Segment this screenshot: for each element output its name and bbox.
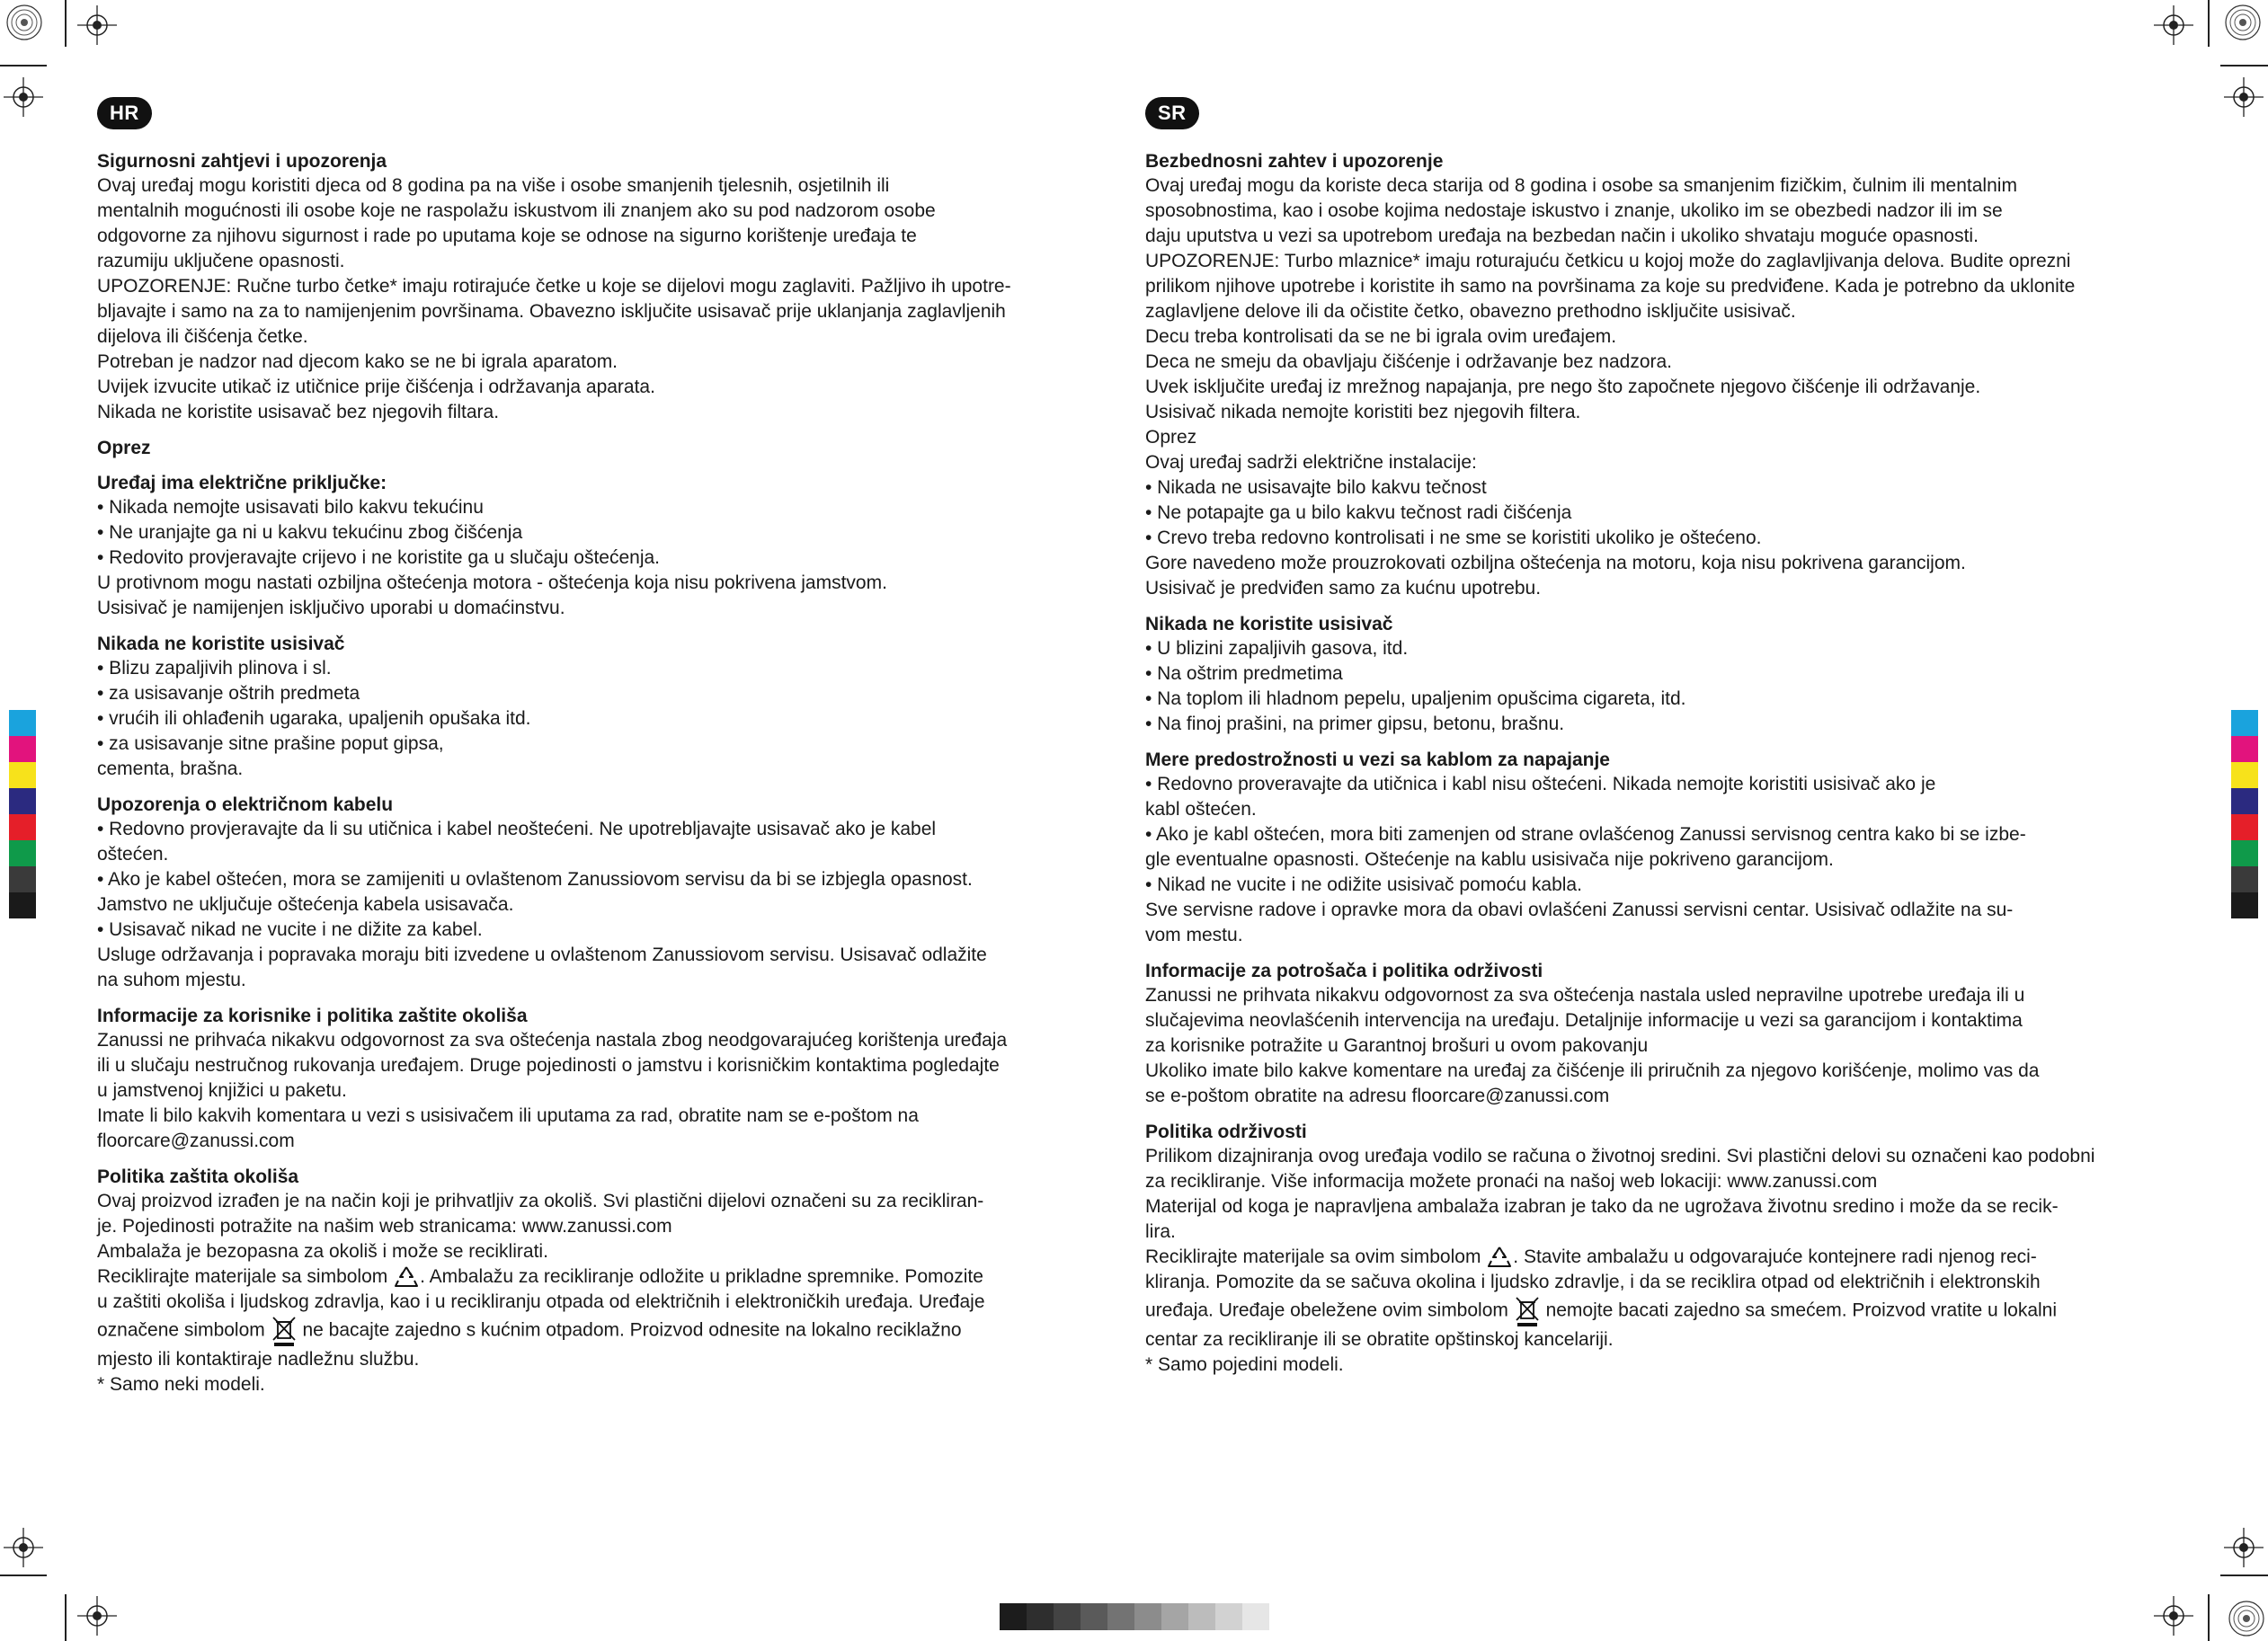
text-line: • Nikada ne usisavajte bilo kakvu tečnost <box>1145 477 1487 498</box>
trim-line <box>65 0 67 47</box>
section-title: Politika održivosti <box>1145 1122 1307 1142</box>
text-line: • Ako je kabel oštećen, mora se zamijeniti u ovlaštenom Zanussiovom servisu da bi se izbjegla opasnost. <box>97 869 973 890</box>
trim-line <box>0 65 47 67</box>
color-swatch <box>2231 814 2258 840</box>
text-line: u jamstvenoj knjižici u paketu. <box>97 1080 347 1101</box>
color-swatch <box>9 814 36 840</box>
text-line: • Redovito provjeravajte crijevo i ne koristite ga u slučaju oštećenja. <box>97 547 661 568</box>
color-swatch <box>2231 866 2258 892</box>
recycle-text-after: . Ambalažu za recikliranje odložite u prikladne spremnike. Pomozite <box>420 1266 983 1287</box>
language-badge-sr: SR <box>1145 97 1199 129</box>
section-title: Informacije za potrošača i politika održivosti <box>1145 961 1543 981</box>
text-line: • Ne uranjajte ga ni u kakvu tekućinu zbog čišćenja <box>97 522 523 543</box>
color-swatch <box>2231 710 2258 736</box>
text-line: zaglavljene delove ili da očistite četko, obavezno prethodno isključite usisivač. <box>1145 301 1796 322</box>
gray-step <box>1107 1603 1134 1630</box>
color-swatch <box>9 892 36 918</box>
color-swatch <box>9 788 36 814</box>
text-line: floorcare@zanussi.com <box>97 1131 295 1151</box>
color-swatch <box>2231 762 2258 788</box>
recycle-icon <box>393 1264 420 1290</box>
color-bar-right <box>2231 710 2258 918</box>
text-line: • vrućih ili ohlađenih ugaraka, upaljenih opušaka itd. <box>97 708 531 729</box>
sr-env-tail <box>1145 1327 2177 1378</box>
section <box>97 793 1118 993</box>
text-line: • za usisavanje oštrih predmeta <box>97 683 360 704</box>
text-line: gle eventualne opasnosti. Oštećenje na kablu usisivača nije pokriveno garancijom. <box>1145 849 1834 870</box>
section-title: Upozorenja o električnom kabelu <box>97 794 394 815</box>
hr-sections <box>97 149 1118 1154</box>
text-line: slučajevima neovlašćenih intervencija na uređaju. Detaljnije informacije u vezi sa garancijom i kontaktima <box>1145 1010 2023 1031</box>
text-line: Ovaj uređaj mogu da koriste deca starija od 8 godina i osobe sa smanjenim fizičkim, čulnim ili mentalnim <box>1145 175 2017 196</box>
weee-text: uređaja. Uređaje obeležene ovim simbolom <box>1145 1300 1508 1321</box>
crosshair-mark-icon <box>77 1596 117 1636</box>
text-line: • Crevo treba redovno kontrolisati i ne sme se koristiti ukoliko je oštećeno. <box>1145 528 1762 548</box>
color-swatch <box>9 866 36 892</box>
text-line: Ovaj uređaj mogu koristiti djeca od 8 godina pa na više i osobe smanjenih tjelesnih, osjetilnih ili <box>97 175 890 196</box>
section <box>1145 149 2177 601</box>
gray-step <box>1188 1603 1215 1630</box>
text-line: vom mestu. <box>1145 925 1243 945</box>
text-line: Ovaj proizvod izrađen je na način koji je prihvatljiv za okoliš. Svi plastični dijelovi označeni su za recikliran- <box>97 1191 984 1211</box>
section <box>97 471 1118 621</box>
recycle-text: Reciklirajte materijale sa simbolom <box>97 1266 388 1287</box>
text-line: mjesto ili kontaktiraje nadležnu službu. <box>97 1349 420 1370</box>
gray-step <box>1161 1603 1188 1630</box>
text-line: Jamstvo ne uključuje oštećenja kabela usisavača. <box>97 894 514 915</box>
text-line: centar za recikliranje ili se obratite opštinskoj kancelariji. <box>1145 1329 1614 1351</box>
section <box>97 436 1118 460</box>
text-line: Uvijek izvucite utikač iz utičnice prije čišćenja i održavanja aparata. <box>97 377 655 397</box>
weee-text-after: nemojte bacati zajedno sa smećem. Proizvod vratite u lokalni <box>1545 1300 2058 1321</box>
column-hr <box>97 97 1118 1397</box>
color-swatch <box>2231 788 2258 814</box>
protect-line: u zaštiti okoliša i ljudskog zdravlja, kao i u recikliranju otpada od električnih i elektroničkih uređaja. Uređaje <box>97 1291 985 1313</box>
text-line: daju uputstva u vezi sa upotrebom uređaja na bezbedan način i ukoliko shvataju moguće opasnosti. <box>1145 226 1979 246</box>
section <box>97 149 1118 425</box>
trim-line <box>65 1594 67 1641</box>
recycle-icon <box>1486 1245 1513 1270</box>
gray-scale-strip <box>1000 1603 1269 1630</box>
section <box>97 632 1118 782</box>
trim-line <box>2208 1594 2210 1641</box>
gray-step <box>1081 1603 1107 1630</box>
text-line: dijelova ili čišćenja četke. <box>97 326 308 347</box>
registration-target-icon <box>2228 1600 2265 1637</box>
text-line: • Na oštrim predmetima <box>1145 663 1343 684</box>
crosshair-mark-icon <box>2154 1596 2193 1636</box>
recycle-line <box>97 1264 1118 1290</box>
text-line: Uvek isključite uređaj iz mrežnog napajanja, pre nego što započnete njegovo čišćenje ili održavanje. <box>1145 377 1981 397</box>
crosshair-mark-icon <box>2224 77 2264 117</box>
color-bar-left <box>9 710 36 918</box>
text-line: • Nikad ne vucite i ne odižite usisivač pomoću kabla. <box>1145 874 1582 895</box>
text-line: Oprez <box>1145 427 1197 448</box>
registration-target-icon <box>2224 4 2262 41</box>
text-line: * Samo pojedini modeli. <box>1145 1354 1344 1376</box>
crossed-bin-icon <box>1514 1295 1541 1327</box>
section-title: Mere predostrožnosti u vezi sa kablom za napajanje <box>1145 750 1610 770</box>
section-title: Politika zaštita okoliša <box>97 1166 299 1187</box>
text-line: Nikada ne koristite usisavač bez njegovih filtara. <box>97 402 500 422</box>
text-line: Prilikom dizajniranja ovog uređaja vodilo se računa o životnoj sredini. Svi plastični delovi su označeni kao podobni <box>1145 1146 2095 1166</box>
sr-sections <box>1145 149 2177 1109</box>
trim-line <box>0 1574 47 1576</box>
recycle-text-after: . Stavite ambalažu u odgovarajuće kontejnere radi njenog reci- <box>1513 1246 2037 1267</box>
gray-step <box>1215 1603 1242 1630</box>
text-line: • Redovno proveravajte da utičnica i kabl nisu oštećeni. Nikada nemojte koristiti usisivač ako je <box>1145 774 1936 794</box>
weee-text-after: ne bacajte zajedno s kućnim otpadom. Proizvod odnesite na lokalno reciklažno <box>302 1320 962 1341</box>
section-title: Sigurnosni zahtjevi i upozorenja <box>97 151 387 172</box>
text-line: se e-poštom obratite na adresu floorcare@zanussi.com <box>1145 1086 1610 1106</box>
text-line: • Nikada nemojte usisavati bilo kakvu tekućinu <box>97 497 484 518</box>
text-line: sposobnostima, kao i osobe kojima nedostaje iskustvo i znanje, ukoliko im se obezbedi nadzor ili im se <box>1145 200 2003 221</box>
text-line: Sve servisne radove i opravke mora da obavi ovlašćeni Zanussi servisni centar. Usisivač odlažite na su- <box>1145 900 2014 920</box>
color-swatch <box>2231 892 2258 918</box>
color-swatch <box>2231 840 2258 866</box>
gray-step <box>1054 1603 1081 1630</box>
color-swatch <box>9 736 36 762</box>
hr-env-lines <box>97 1189 1118 1264</box>
section <box>97 1004 1118 1154</box>
section-title: Oprez <box>97 438 151 458</box>
gray-step <box>1000 1603 1027 1630</box>
weee-text: označene simbolom <box>97 1320 265 1341</box>
hr-env-section <box>97 1165 1118 1397</box>
text-line: Ukoliko imate bilo kakve komentare na uređaj za čišćenje ili priručnih za njegovo korišćenje, molimo vas da <box>1145 1060 2040 1081</box>
section-title: Uređaj ima električne priključke: <box>97 473 387 493</box>
text-line: cementa, brašna. <box>97 758 244 779</box>
gray-step <box>1027 1603 1054 1630</box>
column-sr <box>1145 97 2177 1378</box>
text-line: za korisnike potražite u Garantnoj brošuri u ovom pakovanju <box>1145 1035 1649 1056</box>
section-title: Nikada ne koristite usisivač <box>1145 614 1393 634</box>
color-swatch <box>9 840 36 866</box>
text-line: je. Pojedinosti potražite na našim web stranicama: www.zanussi.com <box>97 1216 672 1237</box>
text-line: • Blizu zapaljivih plinova i sl. <box>97 658 332 679</box>
color-swatch <box>9 710 36 736</box>
protect-line: kliranja. Pomozite da se sačuva okolina i ljudsko zdravlje, i da se reciklira otpad od električnih i elektronskih <box>1145 1272 2041 1293</box>
crosshair-mark-icon <box>4 77 43 117</box>
text-line: Ambalaža je bezopasna za okoliš i može se reciklirati. <box>97 1241 548 1262</box>
text-line: • Ne potapajte ga u bilo kakvu tečnost radi čišćenja <box>1145 502 1572 523</box>
text-line: UPOZORENJE: Turbo mlaznice* imaju roturajuću četkicu u kojoj može do zaglavljivanja delova. Budite oprezni <box>1145 251 2071 271</box>
crosshair-mark-icon <box>2224 1528 2264 1567</box>
text-line: razumiju uključene opasnosti. <box>97 251 345 271</box>
text-line: ili u slučaju nestručnog rukovanja uređajem. Druge pojedinosti o jamstvu i korisničkim kontaktima pogledajte <box>97 1055 1000 1076</box>
gray-step <box>1134 1603 1161 1630</box>
text-line: Deca ne smeju da obavljaju čišćenje i održavanje bez nadzora. <box>1145 351 1673 372</box>
trim-line <box>2220 1574 2268 1576</box>
section-title: Nikada ne koristite usisivač <box>97 634 345 654</box>
crosshair-mark-icon <box>4 1528 43 1567</box>
text-line: • Redovno provjeravajte da li su utičnica i kabel neoštećeni. Ne upotrebljavajte usisavač ako je kabel <box>97 819 937 839</box>
text-line: Decu treba kontrolisati da se ne bi igrala ovim uređajem. <box>1145 326 1617 347</box>
text-line: UPOZORENJE: Ručne turbo četke* imaju rotirajuće četke u koje se dijelovi mogu zaglaviti. Pažljivo ih upotre- <box>97 276 1011 297</box>
sr-env-lines <box>1145 1144 2177 1245</box>
text-line: • Na finoj prašini, na primer gipsu, betonu, brašnu. <box>1145 714 1565 734</box>
gray-step <box>1242 1603 1269 1630</box>
text-line: Imate li bilo kakvih komentara u vezi s usisivačem ili uputama za rad, obratite nam se e-poštom na <box>97 1105 919 1126</box>
color-swatch <box>2231 736 2258 762</box>
hr-env-tail <box>97 1347 1118 1397</box>
registration-target-icon <box>5 4 43 41</box>
trim-line <box>2208 0 2210 47</box>
section-title: Bezbednosni zahtev i upozorenje <box>1145 151 1444 172</box>
text-line: • Usisavač nikad ne vucite i ne dižite za kabel. <box>97 919 483 940</box>
weee-line <box>97 1315 1118 1347</box>
color-swatch <box>9 762 36 788</box>
text-line: • za usisavanje sitne prašine poput gipsa, <box>97 733 444 754</box>
section <box>1145 959 2177 1109</box>
text-line: Usluge održavanja i popravaka moraju biti izvedene u ovlaštenom Zanussiovom servisu. Usisavač odlažite <box>97 945 987 965</box>
text-line: bljavajte i samo na za to namijenjenim površinama. Obavezno isključite usisavač prije uklanjanja zaglavljenih <box>97 301 1006 322</box>
text-line: Zanussi ne prihvaća nikakvu odgovornost za sva oštećenja nastala zbog neodgovarajućeg korištenja uređaja <box>97 1030 1008 1051</box>
section-title: Informacije za korisnike i politika zaštite okoliša <box>97 1006 528 1026</box>
text-line: kabl oštećen. <box>1145 799 1257 820</box>
text-line: Zanussi ne prihvata nikakvu odgovornost za sva oštećenja nastala usled nepravilne upotrebe uređaja ili u <box>1145 985 2025 1006</box>
weee-line <box>1145 1295 2177 1327</box>
text-line: oštećen. <box>97 844 169 865</box>
text-line: Usisivač je predviđen samo za kućnu upotrebu. <box>1145 578 1542 599</box>
text-line: Usisivač nikada nemojte koristiti bez njegovih filtera. <box>1145 402 1581 422</box>
recycle-line <box>1145 1245 2177 1270</box>
text-line: * Samo neki modeli. <box>97 1374 265 1396</box>
trim-line <box>2220 65 2268 67</box>
text-line: • U blizini zapaljivih gasova, itd. <box>1145 638 1409 659</box>
text-line: U protivnom mogu nastati ozbiljna oštećenja motora - oštećenja koja nisu pokrivena jamstvom. <box>97 572 887 593</box>
crosshair-mark-icon <box>2154 5 2193 45</box>
text-line: • Na toplom ili hladnom pepelu, upaljenim opušcima cigareta, itd. <box>1145 688 1686 709</box>
text-line: Materijal od koga je napravljena ambalaža izabran je tako da ne ugrožava životnu sredino i može da se recik- <box>1145 1196 2059 1217</box>
text-line: lira. <box>1145 1221 1176 1242</box>
text-line: na suhom mjestu. <box>97 970 246 990</box>
crossed-bin-icon <box>271 1315 298 1347</box>
text-line: Gore navedeno može prouzrokovati ozbiljna oštećenja na motoru, koja nisu pokrivena garancijom. <box>1145 553 1966 573</box>
text-line: mentalnih mogućnosti ili osobe koje ne raspolažu iskustvom ili znanjem ako su pod nadzorom osobe <box>97 200 936 221</box>
text-line: • Ako je kabl oštećen, mora biti zamenjen od strane ovlašćenog Zanussi servisnog centra kako bi se izbe- <box>1145 824 2026 845</box>
text-line: Usisivač je namijenjen isključivo uporabi u domaćinstvu. <box>97 598 565 618</box>
language-badge-hr: HR <box>97 97 152 129</box>
recycle-text: Reciklirajte materijale sa ovim simbolom <box>1145 1246 1481 1267</box>
text-line: Potreban je nadzor nad djecom kako se ne bi igrala aparatom. <box>97 351 618 372</box>
text-line: Ovaj uređaj sadrži električne instalacije: <box>1145 452 1477 473</box>
sr-env-section <box>1145 1120 2177 1378</box>
text-line: za recikliranje. Više informacija možete pronaći na našoj web lokaciji: www.zanussi.com <box>1145 1171 1878 1192</box>
section <box>1145 748 2177 948</box>
section <box>1145 612 2177 737</box>
crosshair-mark-icon <box>77 5 117 45</box>
text-line: odgovorne za njihovu sigurnost i rade po uputama koje se odnose na sigurno korištenje uređaja te <box>97 226 917 246</box>
text-line: prilikom njihove upotrebe i koristite ih samo na površinama za koje su predviđene. Kada je potrebno da uklonite <box>1145 276 2076 297</box>
